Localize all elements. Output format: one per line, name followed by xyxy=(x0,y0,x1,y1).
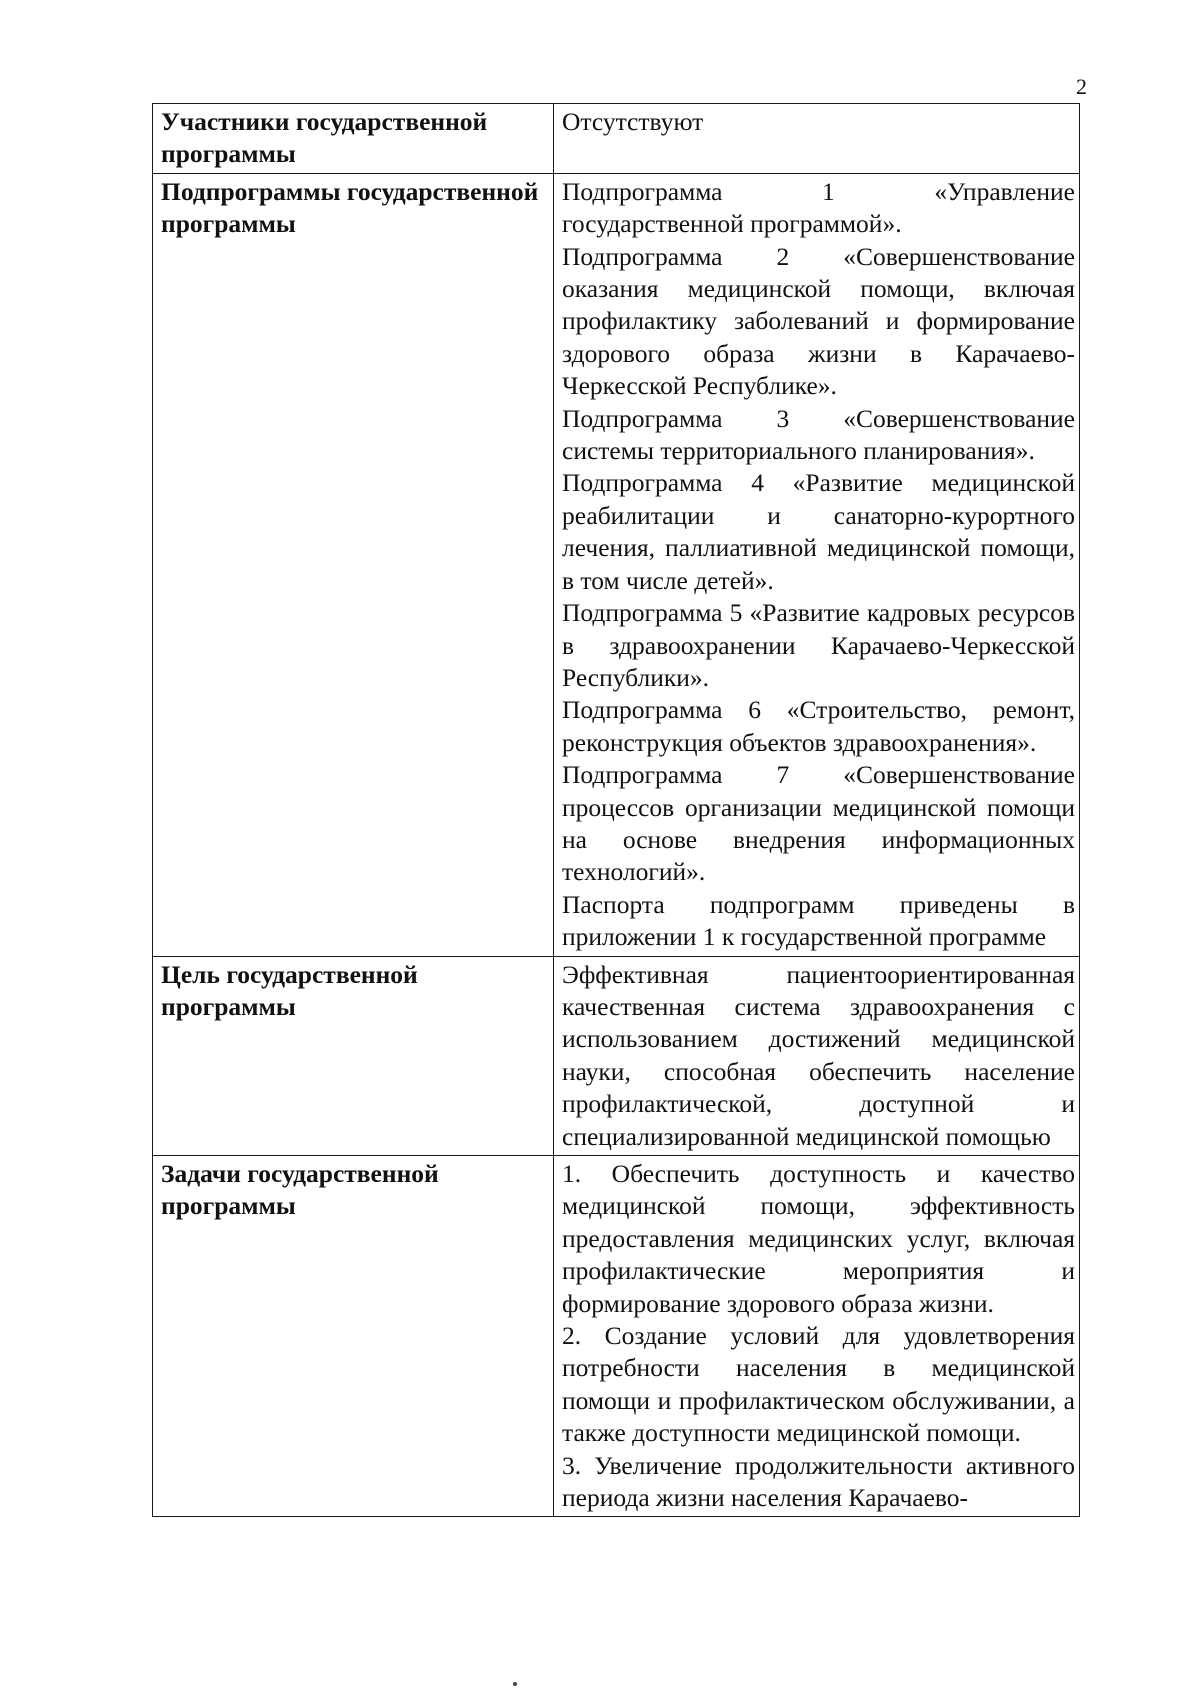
table-row-tasks xyxy=(153,1156,1080,1517)
value-paragraph: Эффективная пациентоориентированная качественная система здравоохранения с использованием достижений медицинской науки, способная обеспечить население профилактической, доступной и специализированной медицинской помощью xyxy=(562,959,1075,1151)
row-value xyxy=(554,1156,1080,1517)
value-paragraph: 3. Увеличение продолжительности активного периода жизни населения Карачаево- xyxy=(562,1450,1075,1513)
page-number: 2 xyxy=(1076,74,1087,99)
value-paragraph: Подпрограмма 7 «Совершенствование процессов организации медицинской помощи на основе внедрения информационных технологий». xyxy=(562,760,1075,887)
value-paragraph: 1. Обеспечить доступность и качество медицинской помощи, эффективность предоставления медицинских услуг, включая профилактические мероприятия и формирование здорового образа жизни. xyxy=(562,1159,1075,1318)
row-label: Задачи государственной программы xyxy=(153,1156,554,1517)
scan-speck xyxy=(513,1682,517,1686)
row-value xyxy=(554,956,1080,1155)
row-value xyxy=(554,173,1080,956)
value-paragraph: Отсутствуют xyxy=(562,107,704,136)
value-paragraph: Подпрограмма 1 «Управление государственной программой». xyxy=(562,176,1075,239)
table-row-subprograms xyxy=(153,173,1080,956)
value-paragraph: Подпрограмма 2 «Совершенствование оказания медицинской помощи, включая профилактику заболеваний и формирование здорового образа жизни в Карачаево-Черкесской Республике». xyxy=(562,241,1075,401)
table-row-participants xyxy=(153,104,1080,174)
table-row-goal xyxy=(153,956,1080,1155)
value-paragraph: Паспорта подпрограмм приведены в приложении 1 к государственной программе xyxy=(562,889,1075,952)
row-value xyxy=(554,104,1080,174)
value-paragraph: Подпрограмма 6 «Строительство, ремонт, реконструкция объектов здравоохранения». xyxy=(562,695,1075,757)
value-paragraph: Подпрограмма 4 «Развитие медицинской реабилитации и санаторно-курортного лечения, паллиативной медицинской помощи, в том числе детей». xyxy=(562,468,1075,595)
value-paragraph: 2. Создание условий для удовлетворения потребности населения в медицинской помощи и профилактическом обслуживании, а также доступности медицинской помощи. xyxy=(562,1321,1075,1448)
value-paragraph: Подпрограмма 3 «Совершенствование системы территориального планирования». xyxy=(562,403,1075,466)
program-passport-table xyxy=(152,103,1080,1517)
row-label: Участники государственной программы xyxy=(153,104,554,174)
row-label: Подпрограммы государственной программы xyxy=(153,173,554,956)
value-paragraph: Подпрограмма 5 «Развитие кадровых ресурсов в здравоохранении Карачаево-Черкесской Республики». xyxy=(562,598,1075,692)
row-label: Цель государственной программы xyxy=(153,956,554,1155)
